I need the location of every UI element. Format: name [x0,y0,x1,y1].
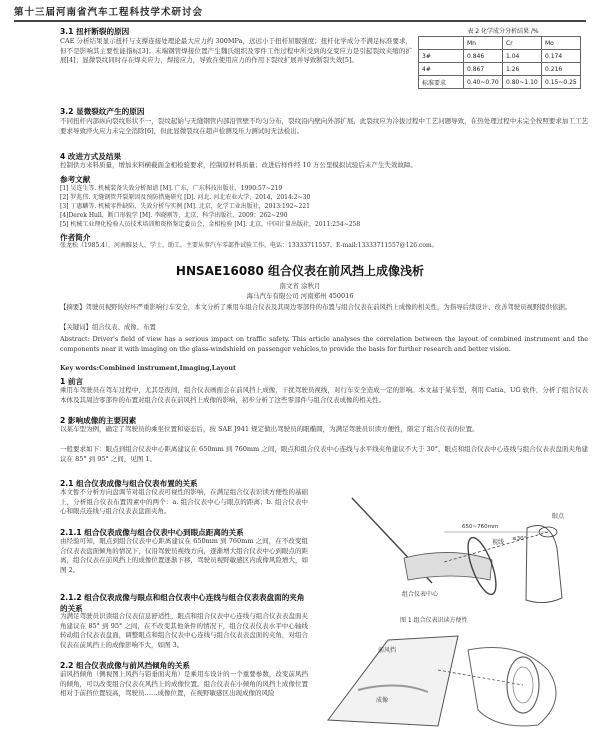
section-3-1-text: CAE 分析结果显示扭杆与支撑连接处理论最大应力约 300MPa，远远小于扭杆屈服强度；扭杆化学成分不满足标准要求，但不是影响其主要性能指标[3]；末端钢管焊接位置产生魏氏组织及零件工作过程中所受到的交变应力是引起裂纹夹缩的扩展[4]；显微裂纹同时存在焊夹应力、焊接应力，导致在使用应力的作用下裂纹扩展并导致断裂失效[5]。 [60,37,412,65]
section-2-1-2-heading: 2.1.2 组合仪表成像与眼点和组合仪表中心连线与组合仪表表盘面的夹角的关系 [60,593,305,613]
fig1-label-angle: ≤30° [512,536,527,542]
author-text: 张龙松（1985.4），河南睢县人，学士，助工，主要从事汽车零部件试验工作。电话：13333711557，E-mail:13333711557@126.com。 [60,242,438,249]
table-2 [418,36,581,89]
factors-heading: 2 影响成像的主要因素 [60,416,137,425]
table-header-cell: Mo [542,37,581,50]
figure-1-caption: 图 1 组合仪表识读方便性 [400,617,468,624]
table-cell: 1.04 [503,50,542,63]
keywords-cn: 【关键词】组合仪表、成像、布置 [60,323,156,331]
table-cell: 0.40~0.70 [464,76,503,89]
factors-text-2: 一般要求如下：眼点到组合仪表中心距离建议在 650mm 到 760mm 之间，眼点和组合仪表中心连线与水平线夹角建议不大于 30°，眼点和组合仪表中心连线与组合仪表表盘面夹角建议在 85° 到 95° 之间，见图 1。 [60,445,588,463]
reference-item: [5] 机械工业理化检验人员技术培训和资格鉴定委员会，金相检验 [M]. 北京，中国计量出版社，2011:254~258 [60,220,361,228]
reference-item: [1] 吴连生等. 机械装备失效分析图谱 [M]. 广东，广东科技出版社，1990:57~219 [60,185,283,192]
section-2-1-1-text: 由经验可知，眼点到组合仪表中心距离建议在 650mm 到 760mm 之间，在不改变组合仪表表盘面倾角的情况下，仅沿驾驶员视线方向，逐渐增大组合仪表中心到眼点的距离，组合仪表在前风挡上的成像位置逐渐下移，驾驶员视野敏感区内成像风险增大，如图 2。 [60,537,308,574]
section-3-1-heading: 3.1 扭杆断裂的原因 [60,27,130,36]
intro-heading: 1 前言 [60,377,84,386]
table-cell: 0.174 [542,50,581,63]
section-4-text: 控制供方来料质量，增加来料横截面金相检验要求，控制原材料质量；改进后样件经 10 万公里模拟试验后未产生失效故障。 [60,161,417,169]
table-cell: 0.867 [464,63,503,76]
table-header-row [419,37,581,50]
intro-text: 乘用车驾驶员在驾车过程中，尤其是夜间，组合仪表画面会在前风挡上成像，干扰驾驶员视线，对行车安全造成一定的影响。本文基于某车型，利用 Catia、UG 软件，分析了组合仪表本体及其周边零部件的布置对组合仪表在前风挡上成像的影响，初步分析了这些零部件与组合仪表成像的相关性。 [60,386,588,404]
factors-text-1: 以某车型为例，确定了驾驶员的乘坐位置和姿态后，按 SAE J941 规定做出驾驶员的眼椭圆，为满足驾驶员识读方便性，限定了组合仪表的位置。 [60,425,479,433]
keywords-en: Key words:Combined instrument,Imaging,Layout [60,364,237,372]
references-heading: 参考文献 [60,175,91,184]
abstract-cn: 【摘要】驾驶员视野的好坏严重影响行车安全，本文分析了乘用车组合仪表及其周边零部件的布置与组合仪表在前风挡上成像的相关性，为指导后续设计、改善驾驶员视野提供依据。 [60,303,572,311]
reference-item: [2] 罗兆伟. 无缝钢管开裂原因及预防措施研究 [D]. 河北. 河北农业大学，2014，2014:2~30 [60,193,311,201]
section-2-2-heading: 2.2 组合仪表成像与前风挡倾角的关系 [60,661,191,670]
table-header-cell: Mn [464,37,503,50]
table-cell: 0.15~0.25 [542,76,581,89]
fig1-label-instrument: 组合仪表中心 [402,591,439,598]
section-2-1-1-heading: 2.1.1 组合仪表成像与组合仪表中心到眼点距离的关系 [60,528,244,537]
references-list [60,185,588,230]
table-cell: 0.216 [542,63,581,76]
fig2-label-image: 成像 [376,697,389,704]
reference-item: [3] 丁惠麟等. 机械零件缺陷、失效分析与实例 [M]. 北京，化学工业出版社，2013:192~221 [60,202,310,210]
section-4-heading: 4 改进方式及结果 [60,152,122,161]
figure-1-diagram [312,488,588,612]
table-row [419,63,581,76]
table-cell: 0.80~1.10 [503,76,542,89]
fig1-label-sightline: 视线 [492,539,505,546]
section-2-1-text: 本文暂不分析方向盘调节对组合仪表可视性的影响，在满足组合仪表识读方便性的基础上，分析组合仪表布置因素中的两个：a. 组合仪表中心与眼点的距离；b. 组合仪表中心和眼点连线与组合仪表表盘面夹角。 [60,488,308,516]
abstract-en: Abstract: Driver's field of view has a serious impact on traffic safety. This article analyses the correlation between the layout of combined instrument and the components near it with imaging on the glass-windshield on passenger vehicles,to provide the basis for further research and better vision. [60,335,588,353]
table-cell: 3# [419,50,464,63]
instrument-panel-shape [404,552,492,580]
fig2-label-windshield: 前风挡 [378,647,397,654]
author-heading: 作者简介 [60,233,91,242]
table-2-caption: 表 2 化学成分分析结果 /% [467,28,539,35]
section-2-1-heading: 2.1 组合仪表成像与组合仪表布置的关系 [60,479,198,488]
table-row [419,76,581,89]
fig1-label-distance: 650~760mm [462,524,499,530]
figure-2-diagram [318,630,586,734]
table-cell: 0.846 [464,50,503,63]
table-cell: 标准要求 [419,76,464,89]
table-cell: 4# [419,63,464,76]
section-3-2-text: 不同扭杆内部纵向裂纹形状不一，裂纹起始与无缝钢管内部沿管壁不均匀分布，裂纹沿内壁向外部扩展，此裂纹应为冷拔过程中工艺问题导致，在热处理过程中未完全按照要求加工工艺要求导致淬火应力未完全消除[6]，但此显微裂纹在超声检测及压力测试时无法检出。 [60,117,588,135]
paper-affiliation: 海马汽车有限公司 河南郑州 450016 [246,292,354,300]
table-header-cell: Cr [503,37,542,50]
running-header [14,4,586,22]
section-2-2-text: 前风挡倾角（侧视图上风挡与铅垂面夹角）是乘用车设计的一个重要参数，改变前风挡的倾角，可以改变组合仪表在风挡上的成像位置。组合仪表在小倾角的风挡上成像位置相对于前挡位置较高，驾驶员……成像位置，在视野敏感区出现成像的风险 [60,670,308,698]
table-header-cell [419,37,464,50]
paper-authors: 南文省 涂秋月 [279,282,321,290]
table-row [419,50,581,63]
paper-title: HNSAE16080 组合仪表在前风挡上成像浅析 [175,264,425,278]
section-2-1-2-text: 为满足驾驶员识读组合仪表信息舒适性，眼点和组合仪表中心连线与组合仪表表盘面夹角建议在 85° 到 95° 之间，在不改变其他条件的情况下，组合仪表仪表水平中心轴线转动组合仪表表盘面，调整眼点和组合仪表中心连线与组合仪表表盘面的夹角，对组合仪表在前风挡上的成像影响不大，如图 3。 [60,612,308,649]
section-3-2-heading: 3.2 显微裂纹产生的原因 [60,107,145,116]
reference-item: [4]Derek Hull，断口形貌学 [M]. 李晓刚等，北京，科学出版社，2009：262~290 [60,211,288,219]
header-title: 第十三届河南省汽车工程科技学术研讨会 [14,7,204,18]
table-cell: 1.26 [503,63,542,76]
fig1-label-eye: 眼点 [552,513,565,520]
